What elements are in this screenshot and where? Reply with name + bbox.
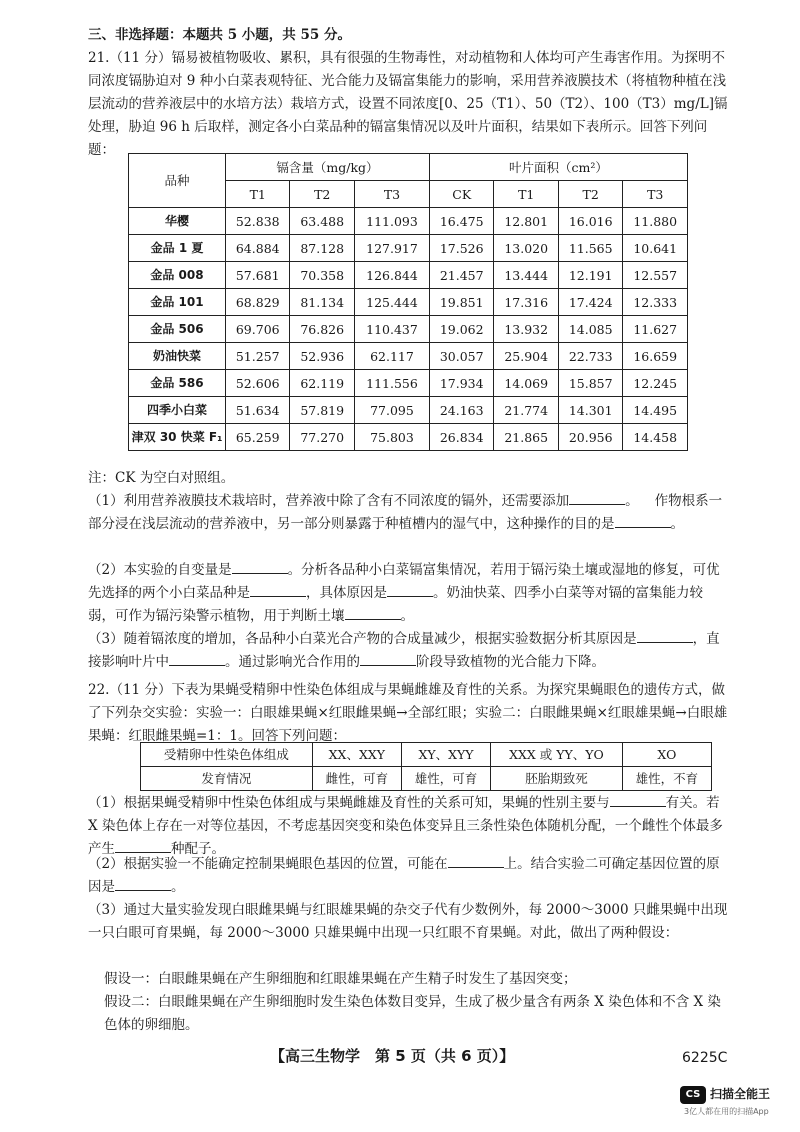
leaf-value: 13.020 <box>494 235 558 262</box>
t2-cell: XXX 或 YY、YO <box>491 743 623 767</box>
cd-value: 127.917 <box>354 235 429 262</box>
cd-value: 51.257 <box>226 343 290 370</box>
q21-sub3-text-c: 。通过影响光合作用的 <box>225 654 360 670</box>
cd-value: 62.119 <box>290 370 354 397</box>
cd-value: 70.358 <box>290 262 354 289</box>
leaf-value: 11.627 <box>623 316 688 343</box>
cadmium-table-body <box>129 208 688 451</box>
cd-value: 52.936 <box>290 343 354 370</box>
table-row <box>129 397 688 424</box>
leaf-value: 14.495 <box>623 397 688 424</box>
leaf-value: 12.801 <box>494 208 558 235</box>
q22-sub3: （3）通过大量实验发现白眼雌果蝇与红眼雄果蝇的杂交子代有少数例外，每 2000～3000 只雌果蝇中出现一只白眼可育果蝇，每 2000～3000 只雄果蝇中出现一只红眼不育果蝇。对此，做出了两种假设： <box>88 902 728 941</box>
leaf-value: 14.301 <box>558 397 622 424</box>
leaf-value: 21.865 <box>494 424 558 451</box>
q22-sub1 <box>88 792 728 861</box>
sub-cd: T3 <box>354 181 429 208</box>
table-row <box>129 343 688 370</box>
col-variety: 品种 <box>129 154 226 208</box>
leaf-value: 11.565 <box>558 235 622 262</box>
q21-sub1: （1）利用营养液膜技术栽培时，营养液中除了含有不同浓度的镉外，还需要添加 。 作物根系一部分浸在浅层流动的营养液中，另一部分则暴露于种植槽内的湿气中，这种操作的目的是 。 <box>88 490 728 536</box>
answer-blank[interactable] <box>387 582 433 597</box>
leaf-value: 19.851 <box>429 289 493 316</box>
cd-value: 62.117 <box>354 343 429 370</box>
leaf-value: 12.557 <box>623 262 688 289</box>
camscanner-logo-icon: CS <box>680 1086 706 1104</box>
variety-name: 金品 586 <box>129 370 226 397</box>
leaf-value: 14.458 <box>623 424 688 451</box>
t2-cell: 发育情况 <box>141 767 313 791</box>
sub-leaf: T3 <box>623 181 688 208</box>
answer-blank[interactable] <box>615 513 671 528</box>
sex-chromosome-table <box>140 742 712 791</box>
leaf-value: 14.085 <box>558 316 622 343</box>
cd-value: 63.488 <box>290 208 354 235</box>
q21-intro: 21.（11 分）镉易被植物吸收、累积，具有很强的生物毒性，对动植物和人体均可产生毒害作用。为探明不同浓度镉胁迫对 9 种小白菜表观特征、光合能力及镉富集能力的影响，采用营养液膜技术（将植物种植在浅层流动的营养液层中的水培方法）栽培方式，设置不同浓度[0、25（T1）、50（T2）、100（T3）mg/L]镉处理，胁迫 96 h 后取样，测定各小白菜品种的镉富集情况以及叶片面积，结果如下表所示。回答下列问题： <box>88 50 728 158</box>
answer-blank[interactable] <box>610 792 666 807</box>
variety-name: 金品 1 夏 <box>129 235 226 262</box>
q21-note: 注：CK 为空白对照组。 <box>88 470 235 486</box>
sub-leaf: CK <box>429 181 493 208</box>
watermark-subtitle: 3亿人都在用的扫描App <box>684 1107 769 1116</box>
cd-value: 64.884 <box>226 235 290 262</box>
t2-cell: XO <box>622 743 711 767</box>
q21-sub3-text-d: 阶段导致植物的光 <box>416 654 524 670</box>
cd-value: 75.803 <box>354 424 429 451</box>
leaf-value: 13.444 <box>494 262 558 289</box>
sub-leaf: T1 <box>494 181 558 208</box>
q22-hypothesis-2: 假设二：白眼雌果蝇在产生卵细胞时发生染色体数目变异，生成了极少量含有两条 X 染色体和不含 X 染色体的卵细胞。 <box>104 994 721 1033</box>
variety-name: 金品 506 <box>129 316 226 343</box>
answer-blank[interactable] <box>250 582 306 597</box>
leaf-value: 15.857 <box>558 370 622 397</box>
q22-sub2-text-a: （2）根据实验一不能确定控制果蝇眼色基因的位置，可能在 <box>88 856 448 872</box>
q22-hypothesis-1: 假设一：白眼雌果蝇在产生卵细胞和红眼雄果蝇在产生精子时发生了基因突变； <box>104 971 577 987</box>
cd-value: 76.826 <box>290 316 354 343</box>
cd-value: 111.093 <box>354 208 429 235</box>
answer-blank[interactable] <box>169 651 225 666</box>
t2-cell: 雄性，可育 <box>401 767 490 791</box>
cd-value: 68.829 <box>226 289 290 316</box>
leaf-value: 24.163 <box>429 397 493 424</box>
leaf-value: 25.904 <box>494 343 558 370</box>
answer-blank[interactable] <box>115 876 171 891</box>
cd-value: 111.556 <box>354 370 429 397</box>
cd-value: 77.270 <box>290 424 354 451</box>
answer-blank[interactable] <box>360 651 416 666</box>
leaf-value: 22.733 <box>558 343 622 370</box>
q21-sub2-text-f: 季小白菜等对镉的富集能力较弱，可作为镉污染警示植物，用于判断土壤 <box>88 585 703 624</box>
variety-name: 金品 008 <box>129 262 226 289</box>
q22-intro: 22.（11 分）下表为果蝇受精卵中性染色体组成与果蝇雌雄及育性的关系。为探究果蝇眼色的遗传方式，做了下列杂交实验：实验一：白眼雄果蝇×红眼雌果蝇→全部红眼；实验二：白眼雌果蝇×红眼雄果蝇→白眼雄果蝇：红眼雌果蝇=1：1。回答下列问题： <box>88 682 728 744</box>
leaf-value: 12.191 <box>558 262 622 289</box>
cd-value: 57.819 <box>290 397 354 424</box>
cd-value: 77.095 <box>354 397 429 424</box>
cd-value: 51.634 <box>226 397 290 424</box>
q21-sub3-text-b: ，直接影响叶片中 <box>88 631 720 670</box>
col-leaf: 叶片面积（cm²） <box>429 154 687 181</box>
table-row <box>129 235 688 262</box>
answer-blank[interactable] <box>232 559 288 574</box>
leaf-value: 17.934 <box>429 370 493 397</box>
variety-name: 华樱 <box>129 208 226 235</box>
section-header: 三、非选择题：本题共 5 小题，共 55 分。 <box>88 27 351 43</box>
q21-sub2-text-e: 。奶油快菜、四 <box>433 585 528 601</box>
leaf-value: 16.659 <box>623 343 688 370</box>
q21-sub2-text-c: 的修复，可优先选择的两个小白菜品种是 <box>88 562 720 601</box>
sub-cd: T1 <box>226 181 290 208</box>
leaf-value: 30.057 <box>429 343 493 370</box>
variety-name: 津双 30 快菜 F₁ <box>129 424 226 451</box>
q21-sub3 <box>88 628 728 674</box>
leaf-value: 12.333 <box>623 289 688 316</box>
cd-value: 57.681 <box>226 262 290 289</box>
answer-blank[interactable] <box>115 838 171 853</box>
variety-name: 金品 101 <box>129 289 226 316</box>
answer-blank[interactable] <box>569 490 625 505</box>
leaf-value: 26.834 <box>429 424 493 451</box>
cd-value: 126.844 <box>354 262 429 289</box>
cd-value: 87.128 <box>290 235 354 262</box>
watermark-name: 扫描全能王 <box>710 1087 771 1101</box>
t2-cell: 受精卵中性染色体组成 <box>141 743 313 767</box>
leaf-value: 19.062 <box>429 316 493 343</box>
page-footer: 【高三生物学 第 5 页（共 6 页）】 <box>270 1047 515 1065</box>
leaf-value: 20.956 <box>558 424 622 451</box>
leaf-value: 13.932 <box>494 316 558 343</box>
leaf-value: 10.641 <box>623 235 688 262</box>
table-row <box>129 289 688 316</box>
q21-sub1-text-b: 作物根系一部分浸在浅层流动的营养液中，另一部分则暴露于种植槽内的湿气中，这种操作的目的是 <box>88 493 723 532</box>
answer-blank[interactable] <box>345 605 401 620</box>
leaf-value: 14.069 <box>494 370 558 397</box>
leaf-value: 17.316 <box>494 289 558 316</box>
answer-blank[interactable] <box>637 628 693 643</box>
t2-cell: 雌性，可育 <box>312 767 401 791</box>
table-row <box>129 316 688 343</box>
q21-sub3-text-e: 合能力下降。 <box>524 654 605 670</box>
col-cd: 镉含量（mg/kg） <box>226 154 430 181</box>
q22-sub2-text-b: 上。结合实验二可确定 <box>503 856 639 872</box>
variety-name: 奶油快菜 <box>129 343 226 370</box>
q21-sub1-text-a: （1）利用营养液膜技术栽培时，营养液中除了含有不同浓度的镉外，还需要添加 <box>88 493 570 509</box>
leaf-value: 11.880 <box>623 208 688 235</box>
q22-sub2: （2）根据实验一不能确定控制果蝇眼色基因的位置，可能在 上。结合实验二可确定基因位置的原因是 。 <box>88 853 728 899</box>
sub-cd: T2 <box>290 181 354 208</box>
cd-value: 110.437 <box>354 316 429 343</box>
leaf-value: 21.457 <box>429 262 493 289</box>
cd-value: 81.134 <box>290 289 354 316</box>
t2-cell: 胚胎期致死 <box>491 767 623 791</box>
q21-sub2-text-d: ，具体原因是 <box>306 585 387 601</box>
q21-sub3-text-a: （3）随着镉浓度的增加，各品种小白菜光合产物的合成量减少，根据实验数据分析其原因是 <box>88 631 637 647</box>
leaf-value: 16.016 <box>558 208 622 235</box>
leaf-value: 12.245 <box>623 370 688 397</box>
answer-blank[interactable] <box>448 853 504 868</box>
cd-value: 125.444 <box>354 289 429 316</box>
leaf-value: 16.475 <box>429 208 493 235</box>
q22-sub1-text-a: （1）根据果蝇受精卵中性染色体组成与果蝇雌雄及育性的关系可知，果蝇的性别主要与 <box>88 795 610 811</box>
variety-name: 四季小白菜 <box>129 397 226 424</box>
cd-value: 52.838 <box>226 208 290 235</box>
exam-code: 6225C <box>682 1050 728 1066</box>
q21-sub2-text-a: （2）本实验的自变量是 <box>88 562 232 578</box>
q21-sub2-text-b: 。分析各品种小白菜镉富集情况，若用于镉污染土壤或湿地 <box>287 562 639 578</box>
leaf-value: 17.526 <box>429 235 493 262</box>
q22-sub1-text-b: 有关。若 X 染色体上存在一对等位基因，不考虑基因突变和染色体变异且三条性染色体随机分配，一个雌性个体最多产生 <box>88 795 723 857</box>
table-row <box>129 262 688 289</box>
cd-value: 65.259 <box>226 424 290 451</box>
table-row <box>129 208 688 235</box>
t2-cell: 雄性，不育 <box>622 767 711 791</box>
t2-cell: XX、XXY <box>312 743 401 767</box>
table-row <box>129 424 688 451</box>
cd-value: 69.706 <box>226 316 290 343</box>
t2-cell: XY、XYY <box>401 743 490 767</box>
q21-sub2: （2）本实验的自变量是 。分析各品种小白菜镉富集情况，若用于镉污染土壤或湿地的修复，可优先选择的两个小白菜品种是 ，具体原因是 。奶油快菜、四季小白菜等对镉的富集能力较弱，可作为镉污染警示植物，用于判断土壤 。 <box>88 559 728 628</box>
table-row <box>129 370 688 397</box>
cd-value: 52.606 <box>226 370 290 397</box>
q22-sub1-text-c: 种配子。 <box>171 841 225 857</box>
leaf-value: 21.774 <box>494 397 558 424</box>
sub-leaf: T2 <box>558 181 622 208</box>
leaf-value: 17.424 <box>558 289 622 316</box>
cadmium-table <box>128 153 688 451</box>
q22-sub2-text-c: 基因位置的原因是 <box>88 856 720 895</box>
